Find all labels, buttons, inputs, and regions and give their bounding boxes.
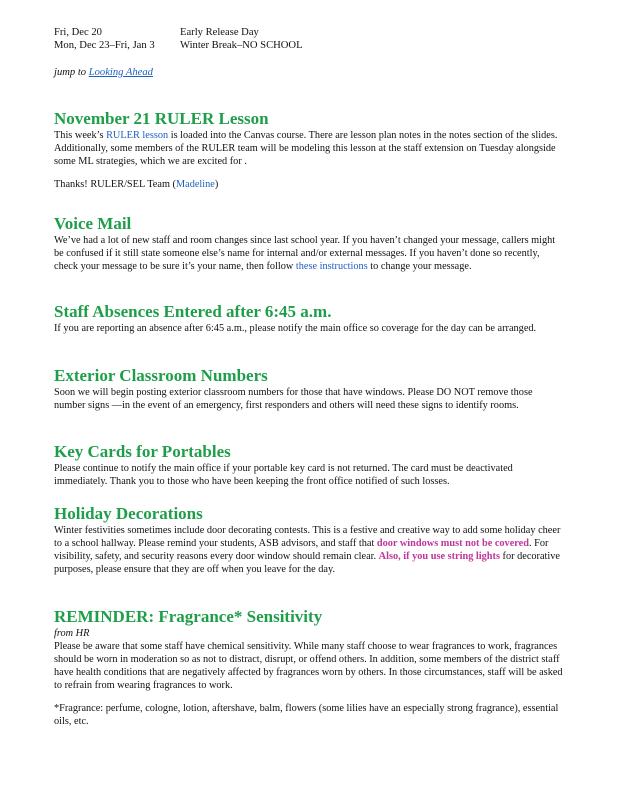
voicemail-section [54, 214, 564, 273]
thanks-close: ) [214, 179, 219, 191]
madeline-link[interactable]: Madeline [175, 179, 215, 191]
ruler-text-b: is loaded into the Canvas course. There are lesson plan notes in the notes section of the slides. Additionally, some members of the RULER team will be modeling this lesson at the staff extension on Tuesday alongside some ML strategies, which we are excited for . [54, 130, 558, 168]
ruler-thanks [54, 178, 564, 191]
fragrance-footnote: *Fragrance: perfume, cologne, lotion, aftershave, balm, flowers (some lilies have an especially strong fragrance), essential oils, etc. [54, 703, 559, 728]
ruler-section [54, 109, 564, 191]
dates-table [54, 26, 303, 52]
ruler-lesson-link[interactable]: RULER lesson [106, 130, 169, 141]
door-windows-highlight: door windows must not be covered [376, 538, 529, 550]
holiday-text-b: . For visibility, safety, and security reasons every door window should remain clear. [54, 538, 549, 563]
absences-section [54, 302, 564, 335]
holiday-section [54, 504, 564, 576]
fragrance-paragraph: Please be aware that some staff have chemical sensitivity. While many staff choose to wear fragrances to work, fragrances should be worn in moderation so as not to distract, disrupt, or offend others. In addition, some members of the district staff have health conditions that are negatively affected by fragrances worn by others. In those circumstances, staff will be asked to refrain from wearing fragrances to work. [54, 641, 563, 692]
keycards-paragraph: Please continue to notify the main office if your portable key card is not returned. The card must be deactivated immediately. Thank you to those who have been keeping the front office notified of such losses. [54, 463, 513, 488]
exterior-heading: Exterior Classroom Numbers [54, 366, 268, 385]
absences-paragraph: If you are reporting an absence after 6:45 a.m., please notify the main office so coverage for the day can be arranged. [54, 323, 537, 334]
instructions-link[interactable]: these instructions [295, 261, 368, 273]
thanks-text: Thanks! RULER/SEL Team ( [54, 179, 176, 191]
date-cell: Mon, Dec 23–Fri, Jan 3 [54, 40, 155, 51]
exterior-section [54, 366, 564, 412]
exterior-paragraph: Soon we will begin posting exterior classroom numbers for those that have windows. Please DO NOT remove those number signs —in the event of an emergency, first responders and others will need these signs to identify rooms. [54, 387, 533, 412]
holiday-paragraph [54, 524, 564, 576]
voicemail-heading: Voice Mail [54, 214, 132, 233]
event-cell: Winter Break–NO SCHOOL [180, 40, 303, 51]
voicemail-paragraph [54, 234, 564, 273]
jump-to-line [54, 67, 153, 78]
voicemail-text-b: to change your message. [367, 261, 472, 273]
ruler-paragraph [54, 129, 564, 168]
looking-ahead-link[interactable]: Looking Ahead [88, 67, 153, 78]
string-lights-highlight: Also, if you use string lights [378, 551, 500, 563]
date-cell: Fri, Dec 20 [54, 27, 102, 38]
date-row [54, 26, 303, 39]
holiday-text-c: for decorative purposes, please ensure that they are off when you leave for the day. [54, 551, 560, 576]
keycards-section [54, 442, 564, 488]
fragrance-section [54, 607, 564, 729]
date-row [54, 39, 303, 52]
jump-prefix: jump to [54, 67, 87, 78]
fragrance-heading: REMINDER: Fragrance* Sensitivity [54, 607, 323, 626]
fragrance-source: from HR [54, 628, 90, 639]
ruler-heading: November 21 RULER Lesson [54, 109, 269, 128]
keycards-heading: Key Cards for Portables [54, 442, 231, 461]
absences-heading: Staff Absences Entered after 6:45 a.m. [54, 302, 332, 321]
ruler-text-a: This week’s [54, 130, 107, 141]
event-cell: Early Release Day [180, 27, 259, 38]
holiday-text-a: Winter festivities sometimes include door decorating contests. This is a festive and creative way to add some holiday cheer to a school hallway. Please remind your students, ASB advisors, and staff that [54, 525, 561, 550]
voicemail-text-a: We’ve had a lot of new staff and room changes since last school year. If you haven’t changed your message, callers might be confused if it still state someone else’s name for internal and/or external messages. If you haven’t done so recently, check your message to be sure it’s your name, then follow [54, 235, 556, 273]
holiday-heading: Holiday Decorations [54, 504, 203, 523]
